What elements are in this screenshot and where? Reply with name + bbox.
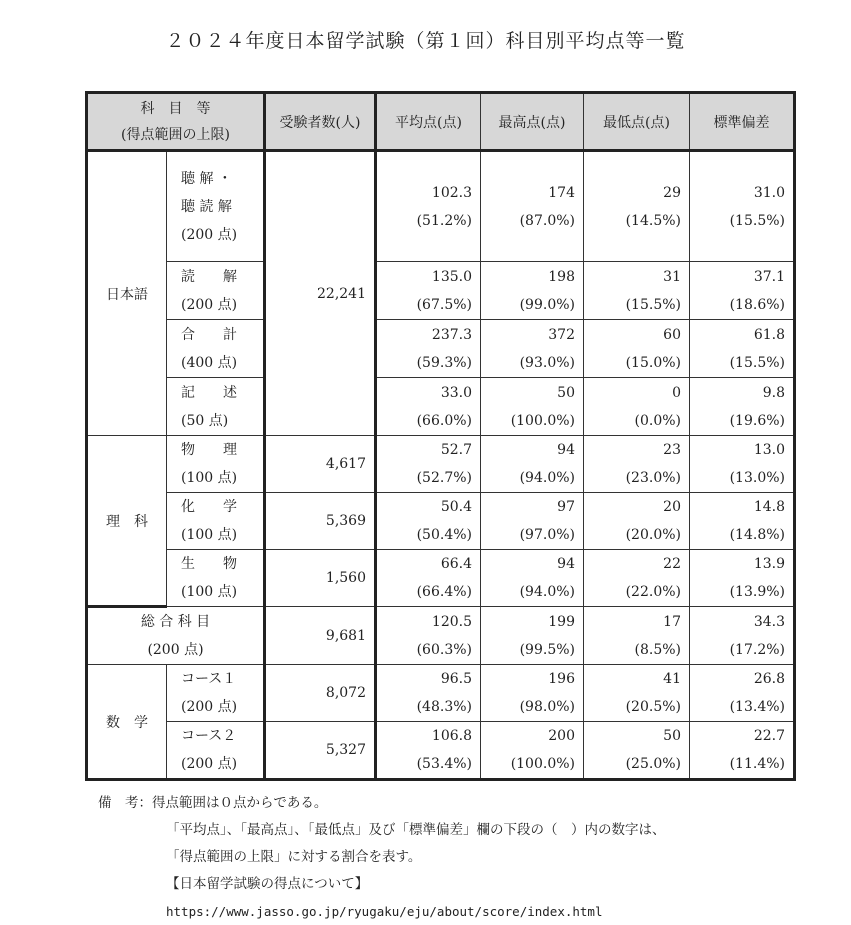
examinees-cell: 4,617 [265,436,376,493]
average-cell: 106.8 (53.4%) [376,722,481,780]
highest-cell: 50 (100.0%) [481,378,584,436]
lowest-cell: 50 (25.0%) [584,722,690,780]
header-row [87,93,795,151]
subject-general: 総 合 科 目 (200 点) [87,607,265,665]
lowest-cell: 20 (20.0%) [584,493,690,550]
note-line: 「得点範囲の上限」に対する割合を表す。 [166,849,422,865]
table-row [87,262,795,320]
stddev-cell: 26.8 (13.4%) [690,665,795,722]
examinees-japanese: 22,241 [265,151,376,436]
stddev-cell: 14.8 (14.8%) [690,493,795,550]
subject-cell: 聴 解 ・ 聴 読 解 (200 点) [167,151,265,262]
subject-cell: 読 解 (200 点) [167,262,265,320]
average-cell: 96.5 (48.3%) [376,665,481,722]
header-stddev: 標準偏差 [690,93,795,151]
subject-cell: 物 理 (100 点) [167,436,265,493]
lowest-cell: 17 (8.5%) [584,607,690,665]
average-cell: 120.5 (60.3%) [376,607,481,665]
examinees-cell: 5,327 [265,722,376,780]
stddev-cell: 61.8 (15.5%) [690,320,795,378]
subject-cell: 生 物 (100 点) [167,550,265,607]
notes [98,790,666,925]
stddev-cell: 37.1 (18.6%) [690,262,795,320]
subject-cell: コース２ (200 点) [167,722,265,780]
score-table [85,91,796,781]
note-line: 【日本留学試験の得点について】 [166,876,369,892]
highest-cell: 200 (100.0%) [481,722,584,780]
group-japanese: 日本語 [87,151,167,436]
stddev-cell: 22.7 (11.4%) [690,722,795,780]
table-row [87,378,795,436]
table-row [87,436,795,493]
header-lowest: 最低点(点) [584,93,690,151]
lowest-cell: 22 (22.0%) [584,550,690,607]
highest-cell: 94 (94.0%) [481,550,584,607]
note-line: 「平均点」、「最高点」、「最低点」及び「標準偏差」欄の下段の（ ）内の数字は、 [166,822,666,838]
subject-cell: 記 述 (50 点) [167,378,265,436]
page-title: ２０２４年度日本留学試験（第１回）科目別平均点等一覧 [165,30,686,52]
average-cell: 33.0 (66.0%) [376,378,481,436]
group-science: 理 科 [87,436,167,607]
examinees-cell: 1,560 [265,550,376,607]
highest-cell: 174 (87.0%) [481,151,584,262]
average-cell: 237.3 (59.3%) [376,320,481,378]
highest-cell: 199 (99.5%) [481,607,584,665]
stddev-cell: 9.8 (19.6%) [690,378,795,436]
score-info-link[interactable]: https://www.jasso.go.jp/ryugaku/eju/about/score/index.html [166,904,603,919]
highest-cell: 196 (98.0%) [481,665,584,722]
average-cell: 102.3 (51.2%) [376,151,481,262]
highest-cell: 94 (94.0%) [481,436,584,493]
subject-cell: 化 学 (100 点) [167,493,265,550]
header-highest: 最高点(点) [481,93,584,151]
header-subject: 科 目 等 (得点範囲の上限) [87,93,265,151]
lowest-cell: 29 (14.5%) [584,151,690,262]
subject-cell: コース１ (200 点) [167,665,265,722]
subject-cell: 合 計 (400 点) [167,320,265,378]
highest-cell: 198 (99.0%) [481,262,584,320]
stddev-cell: 13.0 (13.0%) [690,436,795,493]
average-cell: 50.4 (50.4%) [376,493,481,550]
lowest-cell: 60 (15.0%) [584,320,690,378]
stddev-cell: 13.9 (13.9%) [690,550,795,607]
average-cell: 52.7 (52.7%) [376,436,481,493]
table-row [87,665,795,722]
average-cell: 66.4 (66.4%) [376,550,481,607]
highest-cell: 372 (93.0%) [481,320,584,378]
examinees-cell: 5,369 [265,493,376,550]
table-row [87,550,795,607]
examinees-cell: 8,072 [265,665,376,722]
lowest-cell: 23 (23.0%) [584,436,690,493]
table-row [87,493,795,550]
examinees-cell: 9,681 [265,607,376,665]
stddev-cell: 34.3 (17.2%) [690,607,795,665]
lowest-cell: 41 (20.5%) [584,665,690,722]
header-examinees: 受験者数(人) [265,93,376,151]
header-average: 平均点(点) [376,93,481,151]
table-row [87,151,795,262]
lowest-cell: 31 (15.5%) [584,262,690,320]
group-math: 数 学 [87,665,167,780]
highest-cell: 97 (97.0%) [481,493,584,550]
lowest-cell: 0 (0.0%) [584,378,690,436]
stddev-cell: 31.0 (15.5%) [690,151,795,262]
average-cell: 135.0 (67.5%) [376,262,481,320]
table-row [87,722,795,780]
note-line: 備 考：得点範囲は０点からである。 [98,795,328,811]
table-row [87,607,795,665]
table-row [87,320,795,378]
